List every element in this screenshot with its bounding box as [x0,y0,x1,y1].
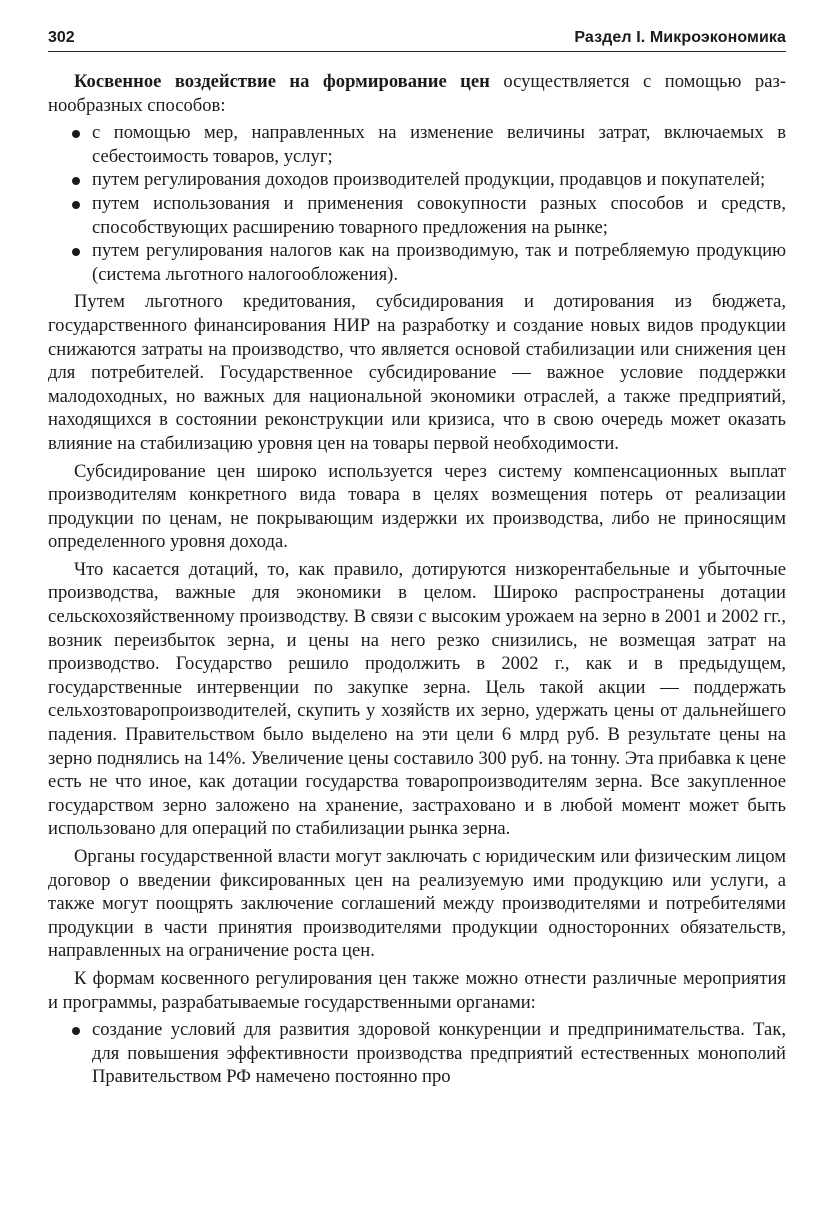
body-text [48,70,786,1089]
intro-paragraph [48,70,786,117]
list-item-text: путем использования и применения совокупности разных способов и средств, способствующих расширению товарного предложения на рынке; [92,192,786,238]
running-header [48,28,786,52]
paragraph-credit-subsidies: Путем льготного кредитования, субсидирования и дотирования из бюджета, государственного финансирования НИР на разработку и создание новых видов продукции снижаются затраты на производство, что является основой стабилизации или снижения цен для потребителей. Государственное субсидирование — важное условие поддержки малодоходных, но важных для национальной экономики отраслей, а также предприятий, находящихся в состоянии реконструкции или кризиса, что в свою очередь может оказать влияние на стабилизацию уровня цен на товары первой необходимости. [48,291,786,454]
bullet-icon [72,201,80,209]
book-page [48,28,786,1093]
list-item [48,1018,786,1089]
paragraph-indirect-forms: К формам косвенного регулирования цен также можно отнести различные мероприятия и программы, разрабатываемые государственными органами: [48,967,786,1013]
bullet-icon [72,1027,80,1035]
page-number: 302 [48,29,75,46]
paragraph-fixed-prices: Органы государственной власти могут заключать с юридическим или физическим лицом договор о введении фиксированных цен на реализуемую ими продукцию или услуги, а также могут поощрять заключение соглашений между производителями и потребителями продукции в части принятия производителями продукции односторонних обязательств, направленных на ограничение роста цен. [48,846,786,962]
programs-bullet-list [48,1018,786,1089]
intro-rest: осуществляется с помощью разнообразных способов: [48,71,786,116]
methods-bullet-list [48,121,786,286]
list-item-text: путем регулирования налогов как на производимую, так и потребляемую продукцию (система льготного налогообложения). [92,240,786,285]
section-title: Раздел I. Микроэкономика [574,29,786,46]
list-item-text: путем регулирования доходов производителей продукции, продавцов и покупателей; [92,169,766,191]
paragraph-grants: Что касается дотаций, то, как правило, дотируются низкорентабельные и убыточные производства, важные для экономики в целом. Широко распространены дотации сельскохозяйственному производству. В связи с высоким урожаем на зерно в 2001 и 2002 гг., возник переизбыток зерна, и цены на него резко снизились, не возмещая затрат на производство. Государство решило продолжить в 2002 г., как и в предыдущем, государственные интервенции по закупке зерна. Цель такой акции — поддержать сельхозтоваропроизводителей, скупить у хозяйств их зерно, удержать цены от дальнейшего падения. Правительством было выделено на эти цели 6 млрд руб. В результате цены на зерно поднялись на 14%. Увеличение цены составило 300 руб. на тонну. Эта прибавка к цене есть не что иное, как дотации государства товаропроизводителям зерна. Все закупленное государством зерно заложено на хранение, застраховано и в любой момент может быть использовано для операций по стабилизации рынка зерна. [48,558,786,840]
bullet-icon [72,177,80,185]
intro-bold-lead: Косвенное воздействие на формирование цен [74,71,490,92]
list-item [48,121,786,168]
list-item-text: создание условий для развития здоровой конкуренции и предпринимательства. Так, для повышения эффективности производства предприятий естественных монополий Правительством РФ намечено постоянно про [92,1019,786,1088]
list-item [48,168,786,192]
list-item [48,239,786,286]
list-item [48,192,786,239]
bullet-icon [72,248,80,256]
paragraph-price-subsidies: Субсидирование цен широко используется через систему компенсационных выплат производителям конкретного вида товара в целях возмещения потерь от реализации продукции по ценам, не покрывающим издержки их производства, либо не приносящим определенного уровня дохода. [48,460,786,553]
bullet-icon [72,130,80,138]
list-item-text: с помощью мер, направленных на изменение величины затрат, включаемых в себестоимость товаров, услуг; [92,122,786,167]
